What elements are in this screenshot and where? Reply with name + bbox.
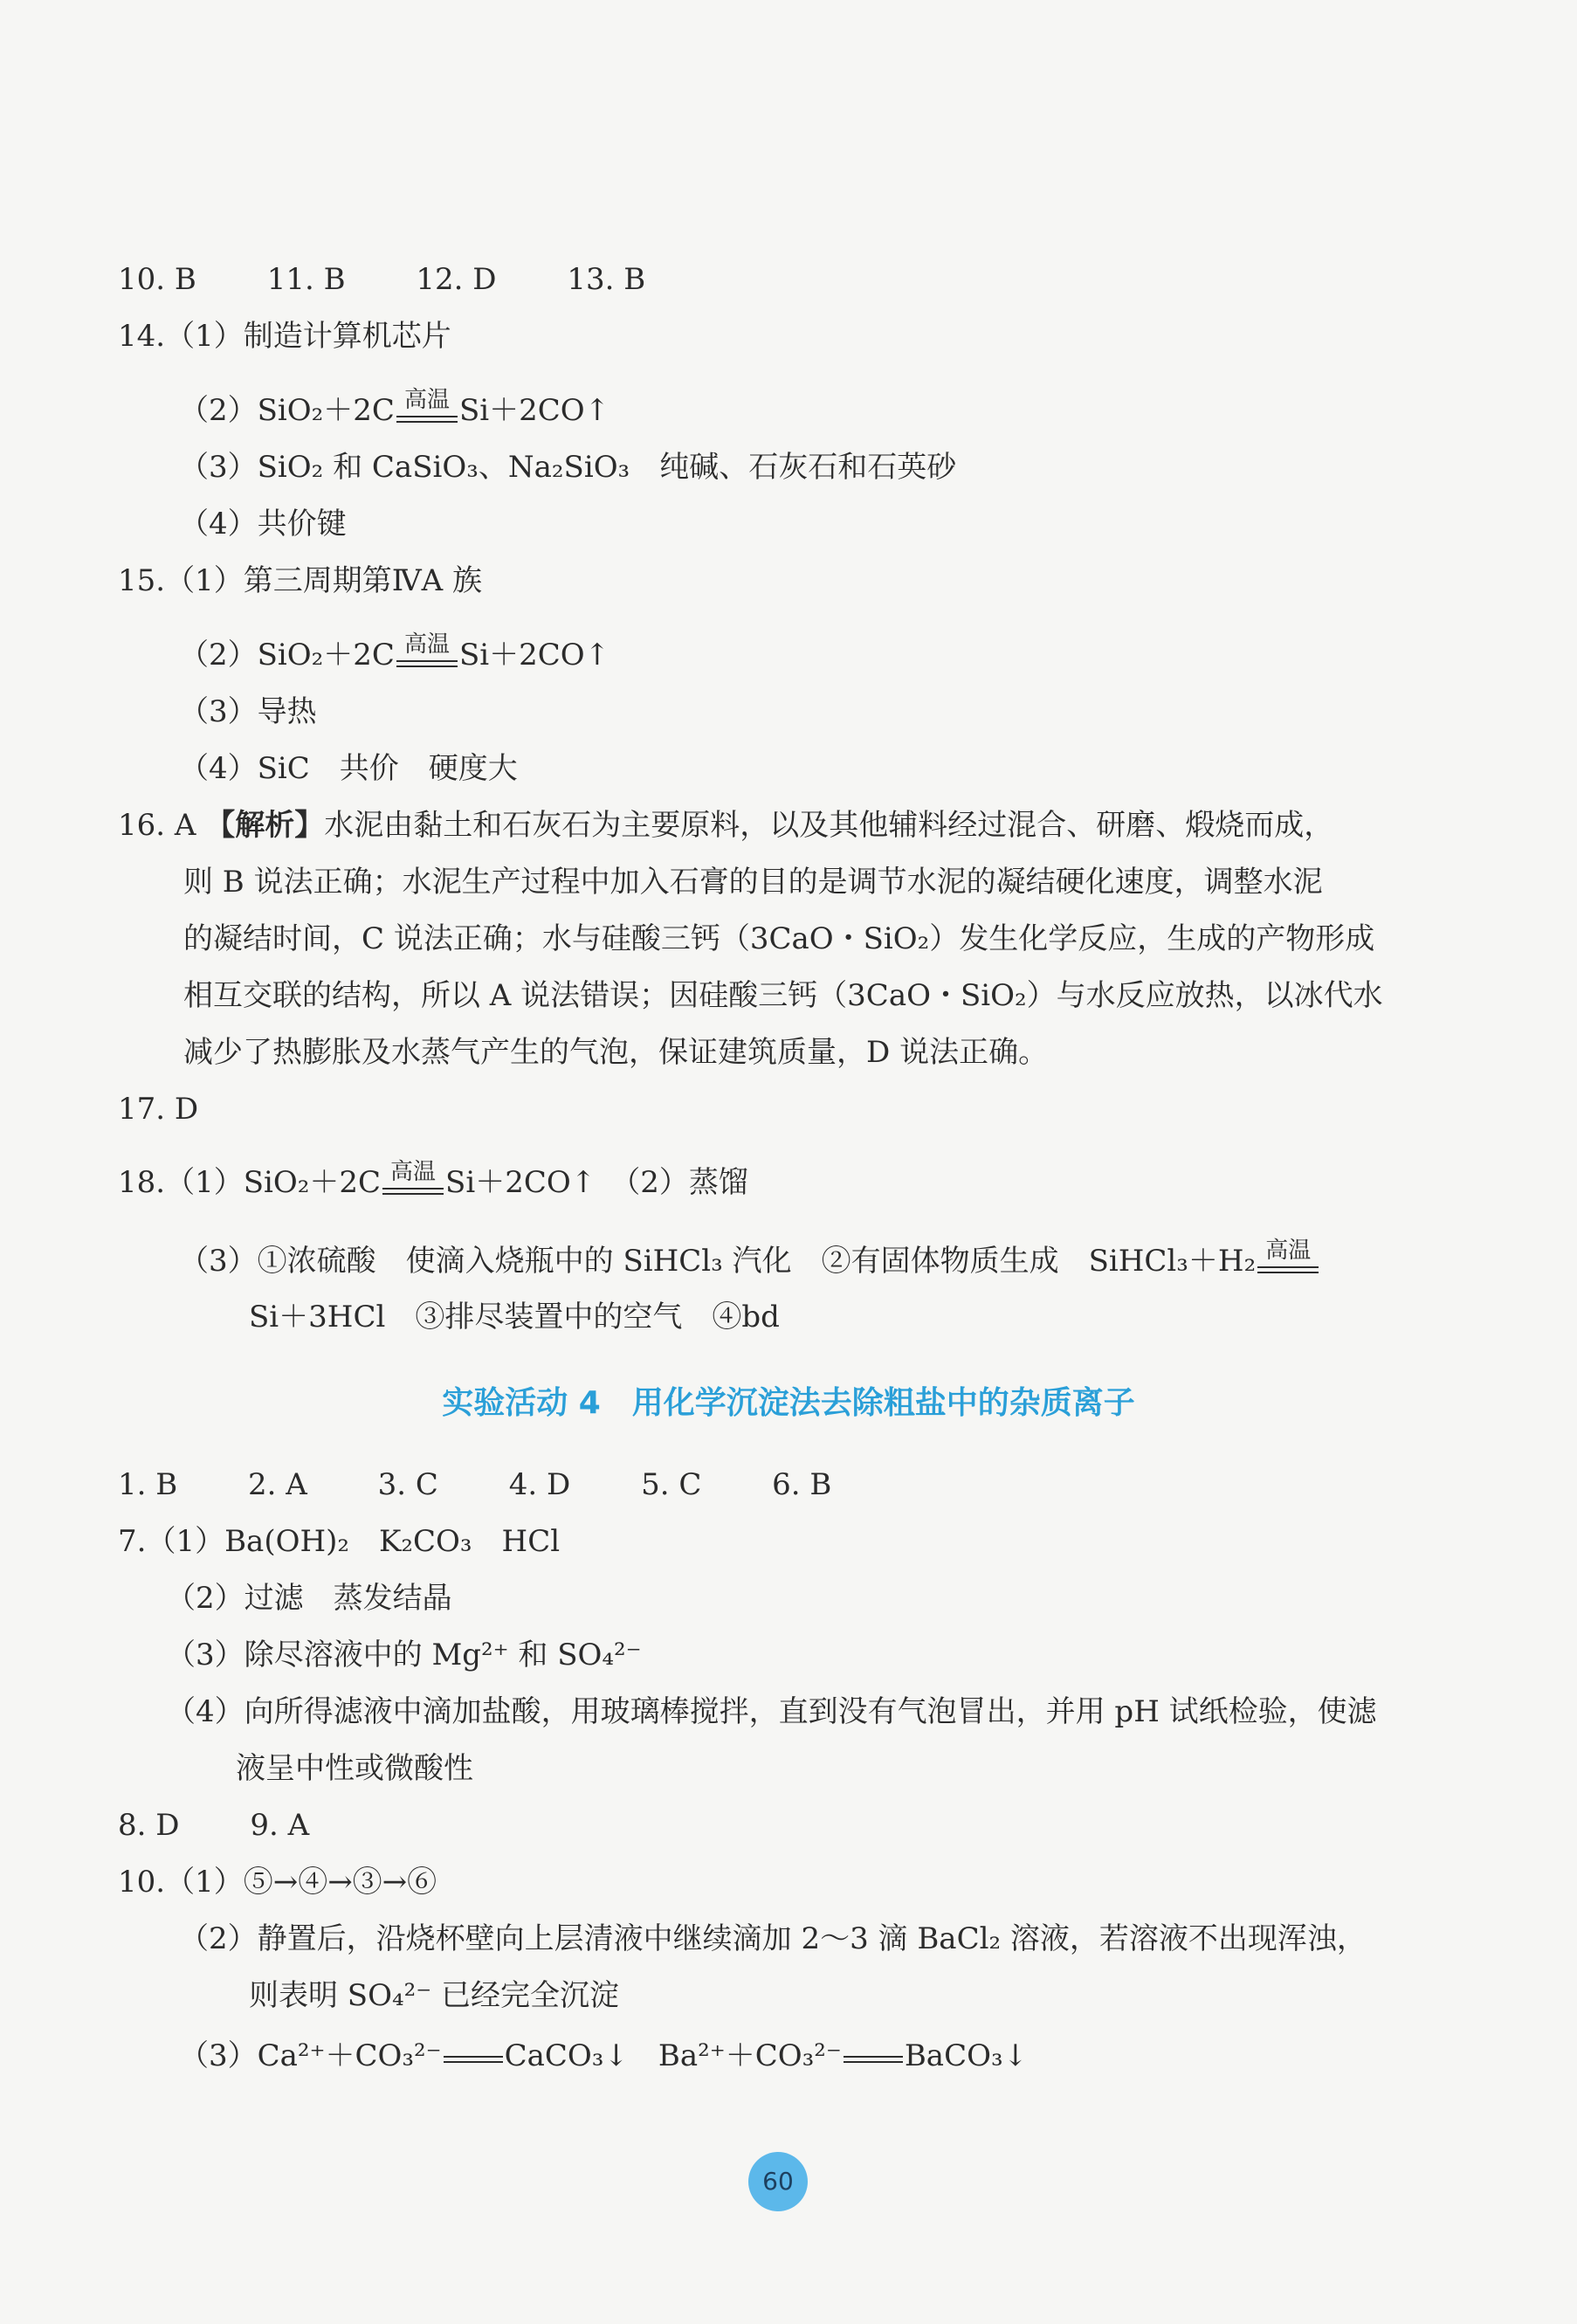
q10-part3-b: CaCO₃↓ Ba²⁺＋CO₃²⁻: [504, 2038, 842, 2073]
analysis-tag: 【解析】: [205, 808, 325, 843]
q18-part3-line1: [179, 1240, 1320, 1284]
answer-11: 11. B: [266, 262, 346, 297]
q14-part2: [179, 387, 610, 433]
q15-part2-left: （2）SiO₂＋2C: [179, 638, 395, 672]
condition-label: 高温: [403, 387, 450, 413]
q14-part1: 14.（1）制造计算机芯片: [118, 319, 451, 354]
q10-part3: [179, 2035, 1028, 2079]
q7-part2: （2）过滤 蒸发结晶: [166, 1581, 452, 1616]
q7-part3: （3）除尽溶液中的 Mg²⁺ 和 SO₄²⁻: [166, 1638, 642, 1672]
q16-line1: [118, 804, 1333, 846]
q14-part2-right: Si＋2CO↑: [458, 393, 610, 428]
answer-1: 1. B: [118, 1467, 178, 1502]
q14-part4: （4）共价键: [179, 507, 347, 541]
q15-part2: [179, 631, 610, 678]
page-number: 60: [748, 2152, 808, 2211]
reaction-condition: [381, 1159, 445, 1205]
answer-13: 13. B: [567, 262, 646, 297]
q16-line2: 则 B 说法正确；水泥生产过程中加入石膏的目的是调节水泥的凝结硬化速度，调整水泥: [183, 865, 1323, 900]
q15-part2-right: Si＋2CO↑: [458, 638, 610, 672]
condition-label: 高温: [403, 631, 450, 658]
answer-9: 9. A: [250, 1808, 310, 1843]
q16-line3: 的凝结时间，C 说法正确；水与硅酸三钙（3CaO・SiO₂）发生化学反应，生成的产物形成: [183, 921, 1375, 956]
answer-8: 8. D: [118, 1808, 180, 1843]
answer-row-1-6: [118, 1464, 831, 1506]
q10-part2-line2: 则表明 SO₄²⁻ 已经完全沉淀: [249, 1978, 619, 2013]
q18-part3-line2: Si＋3HCl ③排尽装置中的空气 ④bd: [249, 1300, 780, 1334]
q18-part3-text: （3）①浓硫酸 使滴入烧瓶中的 SiHCl₃ 汽化 ②有固体物质生成 SiHCl₃＋H₂: [179, 1244, 1257, 1279]
q17: 17. D: [118, 1092, 199, 1127]
answer-3: 3. C: [377, 1467, 438, 1502]
q10-part3-c: BaCO₃↓: [904, 2038, 1029, 2073]
equals-sign: [842, 2037, 905, 2079]
q10-part2-line1: （2）静置后，沿烧杯壁向上层清液中继续滴加 2～3 滴 BaCl₂ 溶液，若溶液不出现浑浊，: [179, 1921, 1367, 1956]
reaction-condition: [395, 631, 459, 678]
q14-part2-left: （2）SiO₂＋2C: [179, 393, 395, 428]
reaction-condition: [395, 387, 459, 433]
answer-12: 12. D: [416, 262, 497, 297]
q15-part4: （4）SiC 共价 硬度大: [179, 751, 518, 786]
answer-5: 5. C: [641, 1467, 702, 1502]
q10-part1: 10.（1）⑤→④→③→⑥: [118, 1865, 437, 1900]
q16-line5: 减少了热膨胀及水蒸气产生的气泡，保证建筑质量，D 说法正确。: [183, 1035, 1049, 1070]
answer-row-10-13: [118, 259, 645, 300]
q7-part1: 7.（1）Ba(OH)₂ K₂CO₃ HCl: [118, 1524, 561, 1559]
q18-part1-right: Si＋2CO↑ （2）蒸馏: [445, 1165, 748, 1200]
q7-part4-line1: （4）向所得滤液中滴加盐酸，用玻璃棒搅拌，直到没有气泡冒出，并用 pH 试纸检验，使滤: [166, 1694, 1377, 1729]
q16-text-1: 水泥由黏土和石灰石为主要原料，以及其他辅料经过混合、研磨、煅烧而成，: [324, 808, 1334, 843]
q16-answer: 16. A: [118, 808, 196, 843]
q7-part4-line2: 液呈中性或微酸性: [236, 1751, 473, 1786]
condition-label: 高温: [390, 1159, 437, 1185]
q15-part3: （3）导热: [179, 694, 317, 729]
answer-row-8-9: [118, 1804, 309, 1846]
answer-10: 10. B: [118, 262, 196, 297]
q15-part1: 15.（1）第三周期第ⅣA 族: [118, 563, 483, 598]
answer-6: 6. B: [772, 1467, 832, 1502]
q18-part1-left: 18.（1）SiO₂＋2C: [118, 1165, 382, 1200]
equals-sign: [442, 2037, 505, 2079]
q18-part1: [118, 1159, 748, 1205]
answer-4: 4. D: [508, 1467, 571, 1502]
q10-part3-a: （3）Ca²⁺＋CO₃²⁻: [179, 2038, 442, 2073]
q16-line4: 相互交联的结构，所以 A 说法错误；因硅酸三钙（3CaO・SiO₂）与水反应放热，以冰代水: [183, 978, 1383, 1013]
q14-part3: （3）SiO₂ 和 CaSiO₃、Na₂SiO₃ 纯碱、石灰石和石英砂: [179, 450, 957, 485]
condition-label: 高温: [1265, 1238, 1312, 1264]
reaction-condition: [1256, 1238, 1320, 1284]
section-title: 实验活动 4 用化学沉淀法去除粗盐中的杂质离子: [442, 1385, 1135, 1421]
answer-2: 2. A: [248, 1467, 307, 1502]
